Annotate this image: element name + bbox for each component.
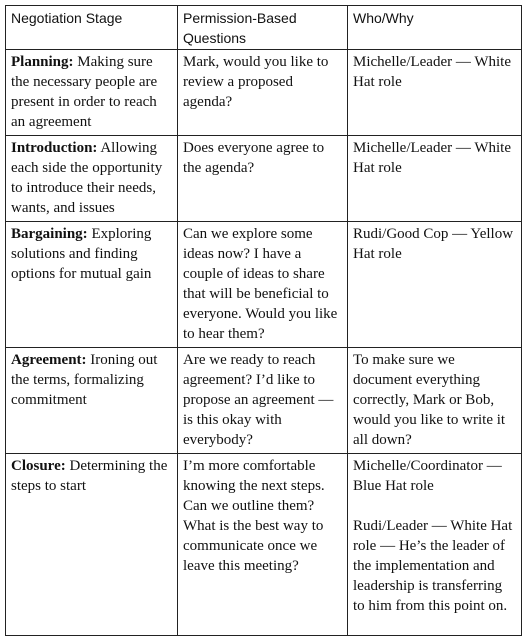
stage-cell bbox=[6, 454, 178, 636]
who-text: Michelle/Leader — White Hat role bbox=[353, 140, 511, 176]
table-row bbox=[6, 222, 522, 348]
stage-cell bbox=[6, 50, 178, 136]
stage-name: Agreement: bbox=[11, 352, 87, 368]
stage-name: Planning: bbox=[11, 54, 74, 70]
question-cell: Are we ready to reach agreement? I’d like to propose an agreement — is this okay with everybody? bbox=[178, 348, 348, 454]
stage-description: Determining the steps to start bbox=[11, 458, 168, 494]
table-row bbox=[6, 348, 522, 454]
who-text: Rudi/Good Cop — Yellow Hat role bbox=[353, 226, 514, 262]
stage-description: Ironing out the terms, formalizing commitment bbox=[11, 352, 158, 408]
table-row bbox=[6, 136, 522, 222]
stage-description: Making sure the necessary people are present in order to reach an agreement bbox=[11, 54, 158, 130]
who-text: Michelle/Leader — White Hat role bbox=[353, 54, 511, 90]
header-permission-based-questions: Permission-Based Questions bbox=[178, 6, 348, 50]
who-cell bbox=[348, 454, 522, 636]
stage-description: Exploring solutions and finding options for mutual gain bbox=[11, 226, 152, 282]
table-row bbox=[6, 50, 522, 136]
negotiation-table-container bbox=[5, 5, 521, 636]
header-who-why: Who/Why bbox=[348, 6, 522, 50]
stage-description: Allowing each side the opportunity to introduce their needs, wants, and issues bbox=[11, 140, 163, 216]
who-cell bbox=[348, 348, 522, 454]
question-cell: Mark, would you like to review a proposed agenda? bbox=[178, 50, 348, 136]
stage-cell bbox=[6, 136, 178, 222]
stage-name: Introduction: bbox=[11, 140, 98, 156]
table-row bbox=[6, 454, 522, 636]
who-cell bbox=[348, 222, 522, 348]
who-text: Michelle/Coordinator — Blue Hat role bbox=[353, 458, 502, 494]
table-header-row bbox=[6, 6, 522, 50]
negotiation-table bbox=[5, 5, 522, 636]
who-cell bbox=[348, 50, 522, 136]
header-negotiation-stage: Negotiation Stage bbox=[6, 6, 178, 50]
question-cell: I’m more comfortable knowing the next steps. Can we outline them? What is the best way to communicate once we leave this meeting? bbox=[178, 454, 348, 636]
who-text: Rudi/Leader — White Hat role — He’s the leader of the implementation and leadership is transferring to him from this point on. bbox=[353, 518, 513, 614]
who-cell bbox=[348, 136, 522, 222]
who-text: To make sure we document everything correctly, Mark or Bob, would you like to write it all down? bbox=[353, 352, 506, 448]
stage-cell bbox=[6, 348, 178, 454]
stage-cell bbox=[6, 222, 178, 348]
question-cell: Does everyone agree to the agenda? bbox=[178, 136, 348, 222]
stage-name: Bargaining: bbox=[11, 226, 88, 242]
stage-name: Closure: bbox=[11, 458, 66, 474]
question-cell: Can we explore some ideas now? I have a couple of ideas to share that will be beneficial to everyone. Would you like to hear them? bbox=[178, 222, 348, 348]
